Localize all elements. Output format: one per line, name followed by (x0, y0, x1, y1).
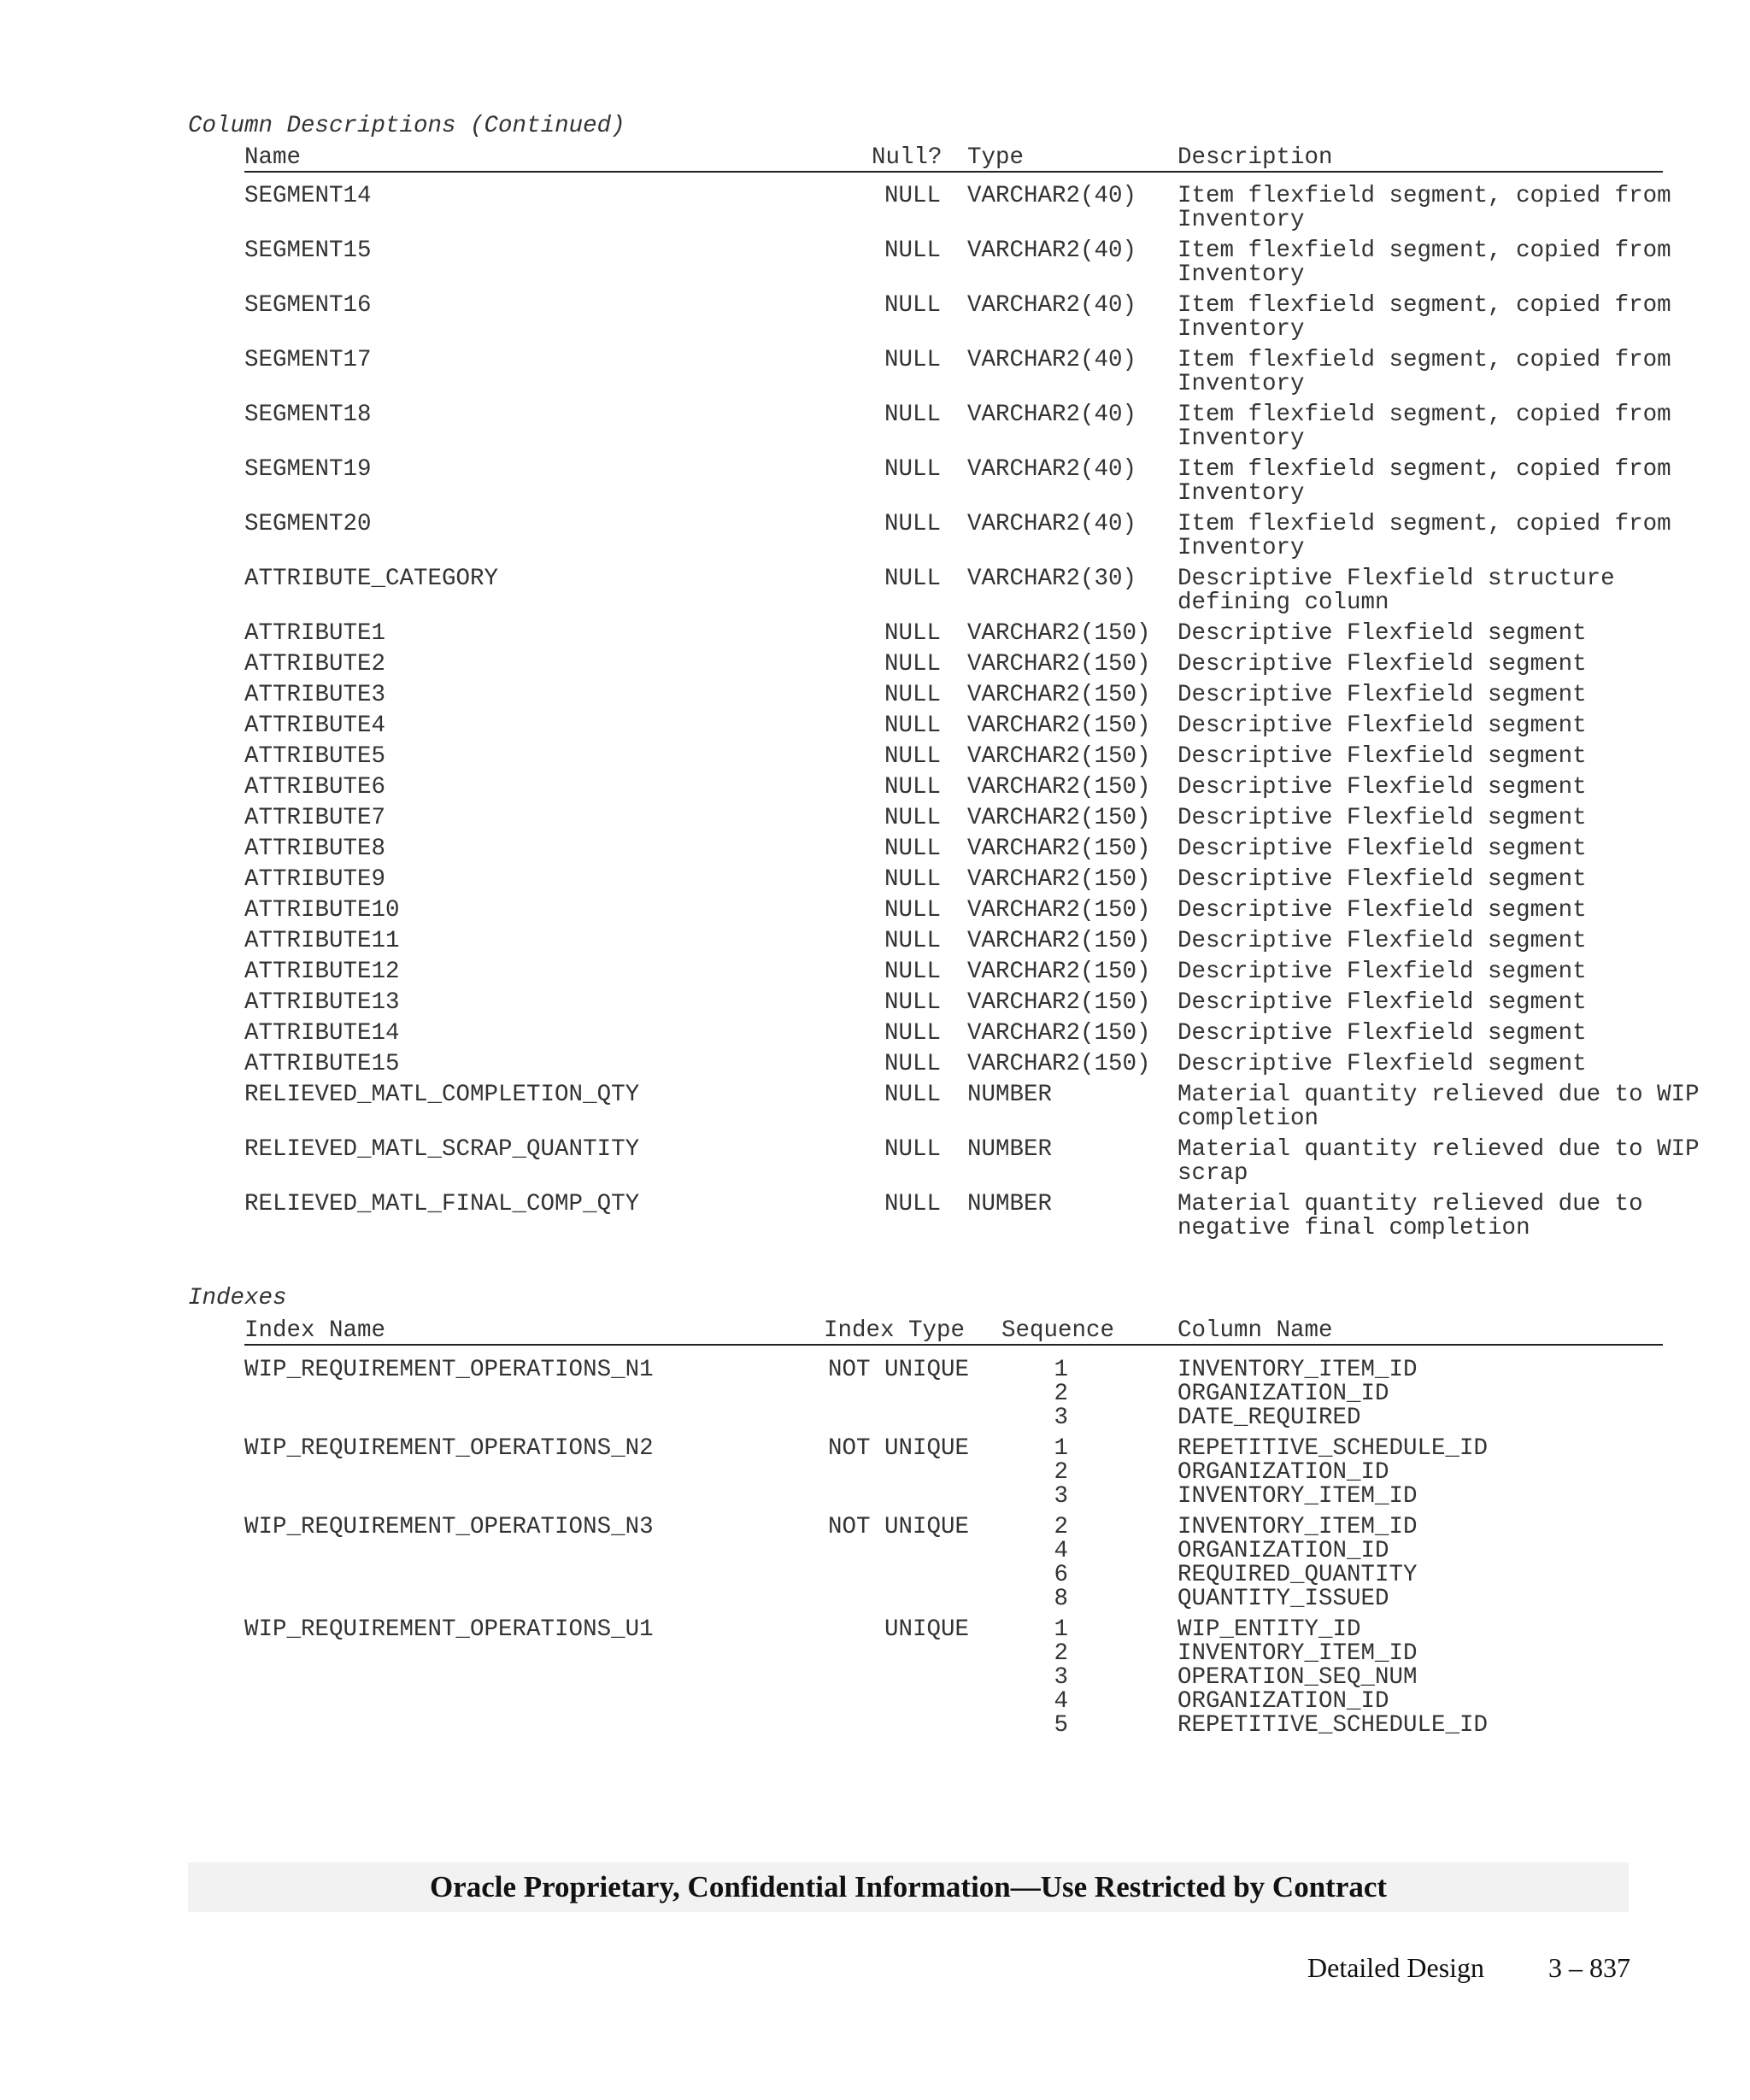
column-name-cell: ATTRIBUTE1 (244, 620, 386, 647)
sequence-value: 2 (1054, 1381, 1068, 1407)
index-column-name: WIP_ENTITY_ID (1177, 1616, 1361, 1643)
null-cell: NULL (884, 682, 942, 708)
column-name-cell: RELIEVED_MATL_SCRAP_QUANTITY (244, 1136, 640, 1163)
description-cell: Item flexfield segment, copied from Inventory (1177, 511, 1671, 561)
header-index-type: Index Type (824, 1317, 966, 1344)
sequence-value: 4 (1054, 1688, 1068, 1715)
null-cell: NULL (884, 566, 942, 592)
null-cell: NULL (884, 959, 942, 985)
description-cell: Descriptive Flexfield segment (1177, 928, 1587, 954)
column-name-cell: ATTRIBUTE6 (244, 774, 386, 801)
column-name-cell: ATTRIBUTE11 (244, 928, 400, 954)
description-cell: Descriptive Flexfield segment (1177, 743, 1587, 770)
header-null: Null? (872, 144, 943, 171)
description-cell: Item flexfield segment, copied from Inventory (1177, 402, 1671, 452)
description-cell: Descriptive Flexfield segment (1177, 682, 1587, 708)
column-name-cell: SEGMENT14 (244, 183, 372, 209)
index-column-name: INVENTORY_ITEM_ID (1177, 1640, 1418, 1667)
header-description: Description (1177, 144, 1333, 171)
null-cell: NULL (884, 989, 942, 1016)
type-cell: VARCHAR2(150) (967, 1020, 1151, 1047)
type-cell: VARCHAR2(150) (967, 959, 1151, 985)
null-cell: NULL (884, 713, 942, 739)
index-name-cell: WIP_REQUIREMENT_OPERATIONS_U1 (244, 1616, 654, 1643)
index-name-cell: WIP_REQUIREMENT_OPERATIONS_N1 (244, 1357, 654, 1383)
index-column-name: INVENTORY_ITEM_ID (1177, 1357, 1418, 1383)
type-cell: VARCHAR2(150) (967, 897, 1151, 924)
null-cell: NULL (884, 456, 942, 483)
index-column-name: ORGANIZATION_ID (1177, 1381, 1389, 1407)
header-type: Type (967, 144, 1025, 171)
type-cell: VARCHAR2(150) (967, 836, 1151, 862)
column-name-cell: ATTRIBUTE9 (244, 866, 386, 893)
description-cell: Descriptive Flexfield structure defining column (1177, 566, 1615, 616)
description-cell: Descriptive Flexfield segment (1177, 1020, 1587, 1047)
sequence-value: 4 (1054, 1538, 1068, 1564)
null-cell: NULL (884, 743, 942, 770)
index-name-cell: WIP_REQUIREMENT_OPERATIONS_N2 (244, 1435, 654, 1462)
section-title-indexes: Indexes (188, 1285, 287, 1311)
description-cell: Descriptive Flexfield segment (1177, 989, 1587, 1016)
description-cell: Item flexfield segment, copied from Inventory (1177, 456, 1671, 507)
description-cell: Material quantity relieved due to WIP scrap (1177, 1136, 1700, 1187)
sequence-value: 2 (1054, 1459, 1068, 1486)
null-cell: NULL (884, 183, 942, 209)
type-cell: VARCHAR2(150) (967, 866, 1151, 893)
section-title-columns: Column Descriptions (Continued) (188, 113, 625, 139)
type-cell: NUMBER (967, 1191, 1053, 1217)
footer-section-title: Detailed Design (1307, 1952, 1485, 1983)
column-name-cell: ATTRIBUTE5 (244, 743, 386, 770)
type-cell: VARCHAR2(150) (967, 713, 1151, 739)
description-cell: Descriptive Flexfield segment (1177, 713, 1587, 739)
type-cell: VARCHAR2(40) (967, 456, 1137, 483)
type-cell: VARCHAR2(40) (967, 183, 1137, 209)
index-column-name: REQUIRED_QUANTITY (1177, 1562, 1418, 1588)
type-cell: VARCHAR2(40) (967, 292, 1137, 319)
index-column-name: REPETITIVE_SCHEDULE_ID (1177, 1435, 1489, 1462)
type-cell: VARCHAR2(150) (967, 682, 1151, 708)
index-type-cell: NOT UNIQUE (827, 1435, 969, 1462)
null-cell: NULL (884, 1191, 942, 1217)
column-name-list (1177, 1516, 1418, 1611)
index-column-name: ORGANIZATION_ID (1177, 1538, 1389, 1564)
index-column-name: INVENTORY_ITEM_ID (1177, 1514, 1418, 1540)
null-cell: NULL (884, 238, 942, 264)
column-name-cell: SEGMENT20 (244, 511, 372, 537)
sequence-value: 1 (1054, 1435, 1068, 1462)
sequence-cell (1025, 1618, 1068, 1738)
index-column-name: ORGANIZATION_ID (1177, 1459, 1389, 1486)
description-cell: Descriptive Flexfield segment (1177, 866, 1587, 893)
column-name-cell: ATTRIBUTE4 (244, 713, 386, 739)
null-cell: NULL (884, 836, 942, 862)
header-name: Name (244, 144, 302, 171)
index-column-name: OPERATION_SEQ_NUM (1177, 1664, 1418, 1691)
sequence-value: 6 (1054, 1562, 1068, 1588)
header-rule-indexes (244, 1344, 1663, 1346)
index-type-cell: UNIQUE (884, 1616, 969, 1643)
type-cell: VARCHAR2(150) (967, 1051, 1151, 1077)
sequence-value: 3 (1054, 1483, 1068, 1510)
description-cell: Descriptive Flexfield segment (1177, 620, 1587, 647)
null-cell: NULL (884, 620, 942, 647)
column-name-cell: SEGMENT16 (244, 292, 372, 319)
type-cell: VARCHAR2(150) (967, 743, 1151, 770)
description-cell: Descriptive Flexfield segment (1177, 805, 1587, 831)
description-cell: Item flexfield segment, copied from Inventory (1177, 292, 1671, 343)
column-name-cell: ATTRIBUTE8 (244, 836, 386, 862)
header-sequence: Sequence (1001, 1317, 1115, 1344)
type-cell: VARCHAR2(40) (967, 402, 1137, 428)
description-cell: Material quantity relieved due to WIP completion (1177, 1082, 1700, 1132)
column-name-cell: ATTRIBUTE_CATEGORY (244, 566, 499, 592)
sequence-cell (1025, 1516, 1068, 1611)
footer-page-number: 3 – 837 (1548, 1952, 1630, 1983)
type-cell: VARCHAR2(150) (967, 805, 1151, 831)
null-cell: NULL (884, 774, 942, 801)
column-name-list (1177, 1358, 1418, 1430)
sequence-value: 5 (1054, 1712, 1068, 1739)
index-column-name: DATE_REQUIRED (1177, 1405, 1361, 1431)
description-cell: Material quantity relieved due to negative final completion (1177, 1191, 1643, 1241)
type-cell: VARCHAR2(40) (967, 347, 1137, 373)
type-cell: VARCHAR2(150) (967, 774, 1151, 801)
sequence-value: 2 (1054, 1514, 1068, 1540)
column-name-cell: ATTRIBUTE13 (244, 989, 400, 1016)
type-cell: VARCHAR2(150) (967, 651, 1151, 678)
description-cell: Item flexfield segment, copied from Inventory (1177, 183, 1671, 233)
column-name-cell: RELIEVED_MATL_COMPLETION_QTY (244, 1082, 640, 1108)
sequence-cell (1025, 1437, 1068, 1509)
column-name-cell: ATTRIBUTE3 (244, 682, 386, 708)
column-name-cell: SEGMENT18 (244, 402, 372, 428)
column-name-cell: ATTRIBUTE14 (244, 1020, 400, 1047)
sequence-value: 2 (1054, 1640, 1068, 1667)
column-name-cell: RELIEVED_MATL_FINAL_COMP_QTY (244, 1191, 640, 1217)
header-rule-columns (244, 171, 1663, 173)
description-cell: Descriptive Flexfield segment (1177, 897, 1587, 924)
header-column-name: Column Name (1177, 1317, 1333, 1344)
null-cell: NULL (884, 928, 942, 954)
null-cell: NULL (884, 651, 942, 678)
description-cell: Item flexfield segment, copied from Inventory (1177, 238, 1671, 288)
description-cell: Item flexfield segment, copied from Inventory (1177, 347, 1671, 397)
null-cell: NULL (884, 1082, 942, 1108)
column-name-list (1177, 1618, 1488, 1738)
sequence-value: 1 (1054, 1357, 1068, 1383)
index-type-cell: NOT UNIQUE (827, 1514, 969, 1540)
column-name-list (1177, 1437, 1488, 1509)
type-cell: VARCHAR2(40) (967, 511, 1137, 537)
type-cell: VARCHAR2(150) (967, 620, 1151, 647)
type-cell: NUMBER (967, 1136, 1053, 1163)
null-cell: NULL (884, 1051, 942, 1077)
description-cell: Descriptive Flexfield segment (1177, 836, 1587, 862)
column-name-cell: SEGMENT15 (244, 238, 372, 264)
null-cell: NULL (884, 511, 942, 537)
type-cell: VARCHAR2(150) (967, 928, 1151, 954)
column-name-cell: SEGMENT19 (244, 456, 372, 483)
null-cell: NULL (884, 866, 942, 893)
index-column-name: INVENTORY_ITEM_ID (1177, 1483, 1418, 1510)
null-cell: NULL (884, 1020, 942, 1047)
column-name-cell: SEGMENT17 (244, 347, 372, 373)
sequence-value: 8 (1054, 1586, 1068, 1612)
null-cell: NULL (884, 292, 942, 319)
type-cell: NUMBER (967, 1082, 1053, 1108)
index-name-cell: WIP_REQUIREMENT_OPERATIONS_N3 (244, 1514, 654, 1540)
type-cell: VARCHAR2(40) (967, 238, 1137, 264)
sequence-value: 3 (1054, 1405, 1068, 1431)
column-name-cell: ATTRIBUTE7 (244, 805, 386, 831)
index-type-cell: NOT UNIQUE (827, 1357, 969, 1383)
null-cell: NULL (884, 402, 942, 428)
description-cell: Descriptive Flexfield segment (1177, 1051, 1587, 1077)
column-name-cell: ATTRIBUTE15 (244, 1051, 400, 1077)
index-column-name: ORGANIZATION_ID (1177, 1688, 1389, 1715)
index-column-name: QUANTITY_ISSUED (1177, 1586, 1389, 1612)
confidentiality-banner: Oracle Proprietary, Confidential Information––Use Restricted by Contract (188, 1862, 1629, 1912)
null-cell: NULL (884, 347, 942, 373)
description-cell: Descriptive Flexfield segment (1177, 651, 1587, 678)
description-cell: Descriptive Flexfield segment (1177, 959, 1587, 985)
column-name-cell: ATTRIBUTE10 (244, 897, 400, 924)
type-cell: VARCHAR2(150) (967, 989, 1151, 1016)
header-index-name: Index Name (244, 1317, 386, 1344)
sequence-value: 3 (1054, 1664, 1068, 1691)
description-cell: Descriptive Flexfield segment (1177, 774, 1587, 801)
type-cell: VARCHAR2(30) (967, 566, 1137, 592)
null-cell: NULL (884, 1136, 942, 1163)
sequence-value: 1 (1054, 1616, 1068, 1643)
index-column-name: REPETITIVE_SCHEDULE_ID (1177, 1712, 1489, 1739)
null-cell: NULL (884, 897, 942, 924)
column-name-cell: ATTRIBUTE2 (244, 651, 386, 678)
sequence-cell (1025, 1358, 1068, 1430)
null-cell: NULL (884, 805, 942, 831)
column-name-cell: ATTRIBUTE12 (244, 959, 400, 985)
